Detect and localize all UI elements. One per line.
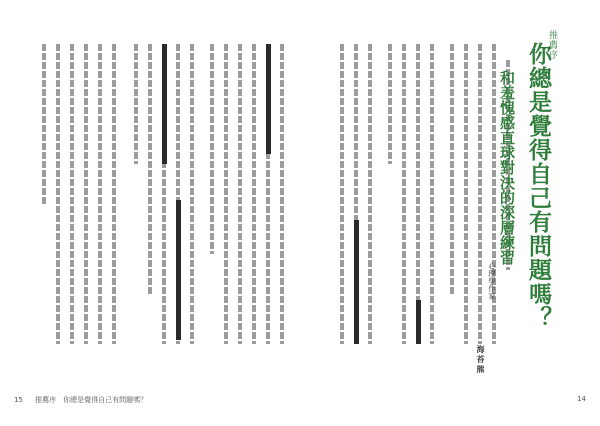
text-column bbox=[190, 44, 194, 344]
text-column bbox=[464, 44, 468, 344]
text-column bbox=[84, 44, 88, 344]
text-column bbox=[224, 44, 228, 344]
page-number: 14 bbox=[577, 395, 586, 403]
bold-text-run bbox=[162, 44, 167, 164]
text-column bbox=[98, 44, 102, 344]
bold-text-run bbox=[176, 200, 181, 340]
text-column bbox=[70, 44, 74, 344]
text-column bbox=[148, 44, 152, 294]
text-column bbox=[430, 44, 434, 344]
bold-text-run bbox=[416, 300, 421, 344]
page-number: 15 bbox=[14, 396, 23, 404]
bold-text-run bbox=[266, 44, 271, 154]
author-name: 海苔熊 bbox=[476, 345, 485, 375]
text-column bbox=[210, 44, 214, 254]
author-role: 心理學作家 bbox=[487, 262, 497, 300]
text-column bbox=[340, 44, 344, 344]
preface-subtitle: 和羞愧感直球對決的深層練習 bbox=[498, 70, 516, 265]
bold-text-run bbox=[354, 220, 359, 344]
footer-left bbox=[14, 395, 147, 405]
text-column bbox=[478, 44, 482, 344]
running-head: 推薦序 你總是覺得自己有問題嗎？ bbox=[35, 396, 148, 404]
text-column bbox=[238, 44, 242, 344]
preface-title: 你總是覺得自己有問題嗎？ bbox=[525, 42, 551, 330]
text-column bbox=[112, 44, 116, 344]
text-column bbox=[402, 44, 406, 344]
text-column bbox=[368, 44, 372, 344]
text-column bbox=[56, 44, 60, 344]
preface-tag: 推薦序 bbox=[547, 30, 557, 60]
text-column bbox=[416, 44, 420, 344]
text-column bbox=[42, 44, 46, 204]
text-column bbox=[388, 44, 392, 164]
text-column bbox=[450, 44, 454, 294]
footer-right bbox=[567, 395, 586, 403]
text-column bbox=[134, 44, 138, 164]
right-page bbox=[300, 0, 600, 426]
text-column bbox=[280, 44, 284, 344]
text-column bbox=[252, 44, 256, 344]
